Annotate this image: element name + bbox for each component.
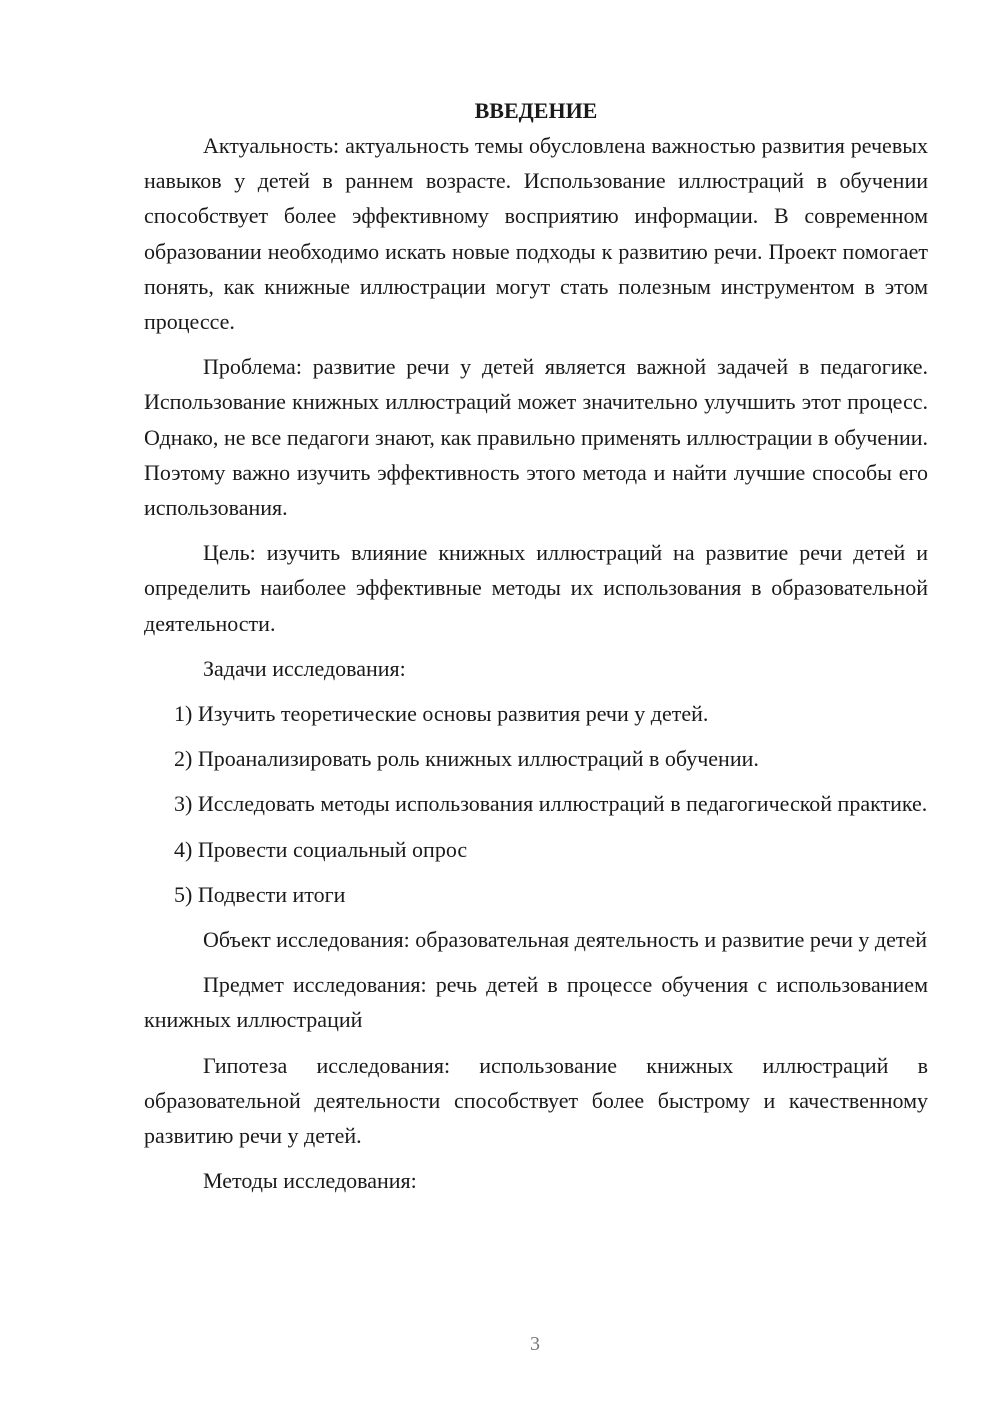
- tasks-title: Задачи исследования:: [203, 655, 406, 681]
- paragraph-goal: Цель: изучить влияние книжных иллюстраций на развитие речи детей и определить наиболее эффективные методы их использования в образовательной деятельности.: [144, 540, 928, 636]
- paragraph-hypothesis: Гипотеза исследования: использование книжных иллюстраций в образовательной деятельности способствует более быстрому и качественному развитию речи у детей.: [144, 1052, 928, 1149]
- task-item: 4) Провести социальный опрос: [174, 836, 468, 862]
- section-heading: ВВЕДЕНИЕ: [474, 98, 598, 123]
- paragraph-object: Объект исследования: образовательная деятельность и развитие речи у детей: [203, 927, 928, 953]
- task-item: 3) Исследовать методы использования иллюстраций в педагогической практике.: [174, 791, 928, 817]
- task-item: 2) Проанализировать роль книжных иллюстраций в обучении.: [174, 746, 759, 772]
- methods-title: Методы исследования:: [203, 1168, 417, 1194]
- task-item: 1) Изучить теоретические основы развития речи у детей.: [174, 701, 709, 727]
- paragraph-problem: Проблема: развитие речи у детей является важной задачей в педагогике. Использование книжных иллюстраций может значительно улучшить этот процесс. Однако, не все педагоги знают, как правильно применять иллюстрации в обучении. Поэтому важно изучить эффективность этого метода и найти лучшие способы его использования.: [144, 354, 928, 521]
- page-number: 3: [530, 1333, 540, 1355]
- paragraph-relevance: Актуальность: актуальность темы обусловлена важностью развития речевых навыков у детей в раннем возрасте. Использование иллюстраций в обучении способствует более эффективному восприятию информации. В современном образовании необходимо искать новые подходы к развитию речи. Проект помогает понять, как книжные иллюстрации могут стать полезным инструментом в этом процессе.: [144, 133, 928, 335]
- task-item: 5) Подвести итоги: [174, 881, 346, 907]
- paragraph-subject: Предмет исследования: речь детей в процессе обучения с использованием книжных иллюстраций: [144, 972, 928, 1033]
- document-page: [144, 93, 928, 1208]
